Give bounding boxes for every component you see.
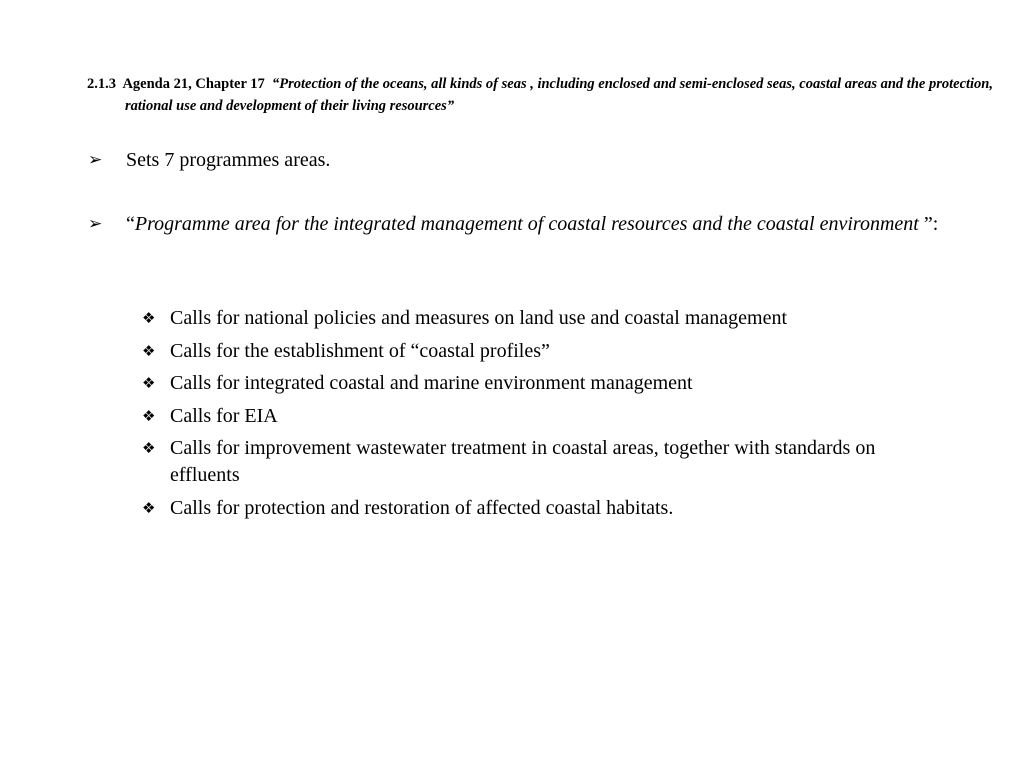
chapter-title-close-quote: ” [446, 98, 455, 114]
sub-bullet-item [142, 338, 902, 365]
sub-bullet-item [142, 403, 902, 430]
four-diamond-icon: ❖ [142, 309, 156, 327]
bullet-item-programme-area [88, 211, 948, 238]
arrow-right-icon: ➢ [88, 214, 103, 234]
sub-bullet-text: Calls for improvement wastewater treatment in coastal areas, together with standards on effluents [170, 437, 876, 486]
sub-bullet-text: Calls for EIA [170, 404, 278, 427]
section-heading [87, 73, 1024, 117]
four-diamond-icon: ❖ [142, 374, 156, 392]
sub-bullet-item [142, 370, 902, 397]
chapter-title-open-quote: “ [272, 76, 280, 92]
main-bullet-list [88, 147, 948, 238]
arrow-right-icon: ➢ [88, 150, 103, 170]
sub-bullet-text: Calls for protection and restoration of affected coastal habitats. [170, 496, 674, 519]
sub-bullet-item [142, 495, 902, 522]
sub-bullet-text: Calls for the establishment of “coastal profiles” [170, 339, 550, 362]
sub-bullet-item [142, 435, 902, 489]
four-diamond-icon: ❖ [142, 341, 156, 360]
chapter-title-text: Protection of the oceans, all kinds of seas , including enclosed and semi-enclosed seas, coastal areas and the protection, rational use and development of their living resources [125, 76, 993, 114]
bullet-open-quote: “ [126, 213, 135, 235]
programme-area-title: Programme area for the integrated management of coastal resources and the coastal environment [134, 213, 924, 235]
four-diamond-icon: ❖ [142, 406, 156, 425]
sub-bullet-text: Calls for integrated coastal and marine environment management [170, 372, 693, 394]
bullet-item-programmes [88, 147, 948, 174]
four-diamond-icon: ❖ [142, 439, 156, 457]
four-diamond-icon: ❖ [142, 498, 156, 517]
sub-bullet-item [142, 305, 902, 332]
section-number: 2.1.3 [87, 76, 116, 92]
bullet-close-quote: ”: [923, 213, 939, 235]
chapter-label: Agenda 21, Chapter 17 [122, 76, 265, 92]
sub-bullet-text: Calls for national policies and measures on land use and coastal management [170, 307, 788, 329]
sub-bullet-list [142, 305, 902, 527]
bullet-text: Sets 7 programmes areas. [126, 149, 331, 171]
